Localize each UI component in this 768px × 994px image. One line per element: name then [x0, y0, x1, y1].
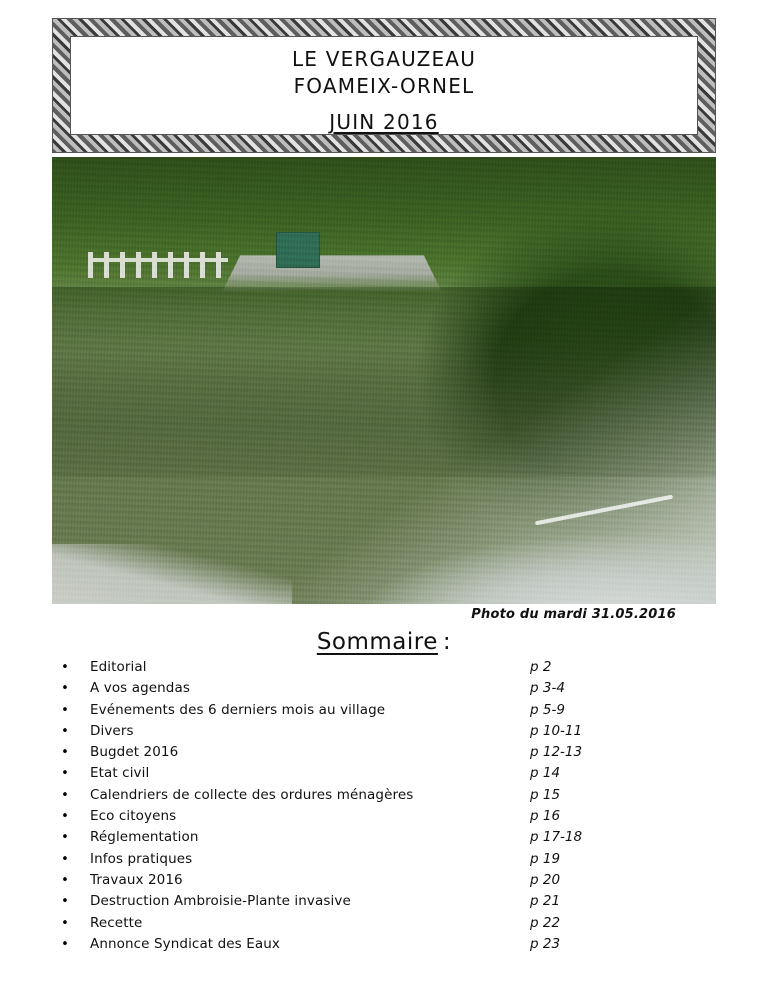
toc-entry-page: p 17-18 — [530, 829, 583, 846]
issue-date: JUIN 2016 — [329, 110, 439, 134]
photo-texture-overlay — [52, 157, 716, 604]
sommaire-word: Sommaire — [316, 629, 438, 655]
list-item[interactable] — [40, 678, 730, 699]
bullet-icon: • — [61, 766, 69, 782]
list-item[interactable] — [40, 934, 730, 955]
toc-entry-label: Evénements des 6 derniers mois au village — [90, 701, 386, 718]
toc-entry-page: p 20 — [530, 871, 561, 888]
toc-entry-label: Travaux 2016 — [90, 871, 183, 888]
page-title — [0, 629, 768, 655]
table-of-contents — [40, 657, 730, 955]
bullet-icon: • — [61, 830, 69, 846]
list-item[interactable] — [40, 721, 730, 742]
bullet-icon: • — [61, 681, 69, 697]
toc-entry-page: p 10-11 — [530, 722, 583, 739]
toc-entry-page: p 3-4 — [530, 680, 565, 697]
toc-entry-label: Destruction Ambroisie-Plante invasive — [90, 893, 351, 910]
list-item[interactable] — [40, 763, 730, 784]
bullet-icon: • — [61, 809, 69, 825]
list-item[interactable] — [40, 806, 730, 827]
toc-entry-label: Annonce Syndicat des Eaux — [90, 935, 280, 952]
toc-entry-page: p 14 — [530, 765, 561, 782]
bullet-icon: • — [61, 936, 69, 952]
photo-caption: Photo du mardi 31.05.2016 — [471, 607, 676, 622]
toc-entry-page: p 16 — [530, 808, 561, 825]
bullet-icon: • — [61, 745, 69, 761]
bullet-icon: • — [61, 894, 69, 910]
toc-entry-label: Divers — [90, 722, 134, 739]
list-item[interactable] — [40, 827, 730, 848]
bullet-icon: • — [61, 787, 69, 803]
bullet-icon: • — [61, 723, 69, 739]
title-block — [70, 36, 698, 135]
toc-entry-page: p 23 — [530, 935, 561, 952]
toc-entry-label: Recette — [90, 914, 143, 931]
toc-entry-label: Réglementation — [90, 829, 199, 846]
toc-entry-label: Calendriers de collecte des ordures ménagères — [90, 786, 414, 803]
toc-entry-page: p 2 — [530, 659, 552, 675]
toc-entry-label: Editorial — [90, 659, 147, 675]
cover-photo — [52, 157, 716, 604]
list-item[interactable] — [40, 913, 730, 934]
bullet-icon: • — [61, 702, 69, 718]
bullet-icon: • — [61, 851, 69, 867]
toc-entry-page: p 15 — [530, 786, 561, 803]
toc-entry-page: p 22 — [530, 914, 561, 931]
toc-entry-label: Bugdet 2016 — [90, 744, 179, 761]
toc-entry-page: p 19 — [530, 850, 561, 867]
bullet-icon: • — [61, 872, 69, 888]
toc-entry-page: p 5-9 — [530, 701, 565, 718]
toc-entry-label: Infos pratiques — [90, 850, 193, 867]
toc-entry-label: Etat civil — [90, 765, 150, 782]
bullet-icon: • — [61, 915, 69, 931]
title-ornamental-frame — [52, 18, 716, 153]
toc-entry-label: A vos agendas — [90, 680, 190, 697]
bullet-icon: • — [61, 660, 69, 675]
commune-name: FOAMEIX-ORNEL — [293, 74, 475, 98]
list-item[interactable] — [40, 891, 730, 912]
list-item[interactable] — [40, 849, 730, 870]
sommaire-colon: : — [442, 629, 452, 655]
list-item[interactable] — [40, 742, 730, 763]
list-item[interactable] — [40, 785, 730, 806]
list-item[interactable] — [40, 870, 730, 891]
list-item[interactable] — [40, 700, 730, 721]
toc-entry-page: p 12-13 — [530, 744, 583, 761]
newsletter-name: LE VERGAUZEAU — [291, 47, 477, 71]
list-item[interactable] — [40, 657, 730, 678]
toc-entry-page: p 21 — [530, 893, 561, 910]
toc-entry-label: Eco citoyens — [90, 808, 177, 825]
